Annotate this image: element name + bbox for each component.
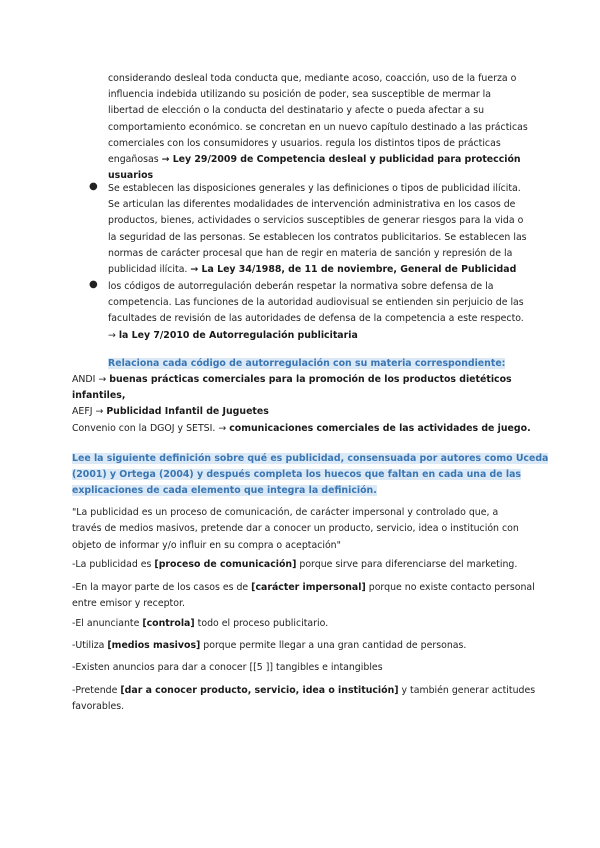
item-medios: -Utiliza [medios masivos] porque permite llegar a una gran cantidad de personas. <box>72 640 467 651</box>
text-line: comportamiento económico. se concretan en un nuevo capítulo destinado a las prácticas <box>108 121 528 133</box>
text-line: entre emisor y receptor. <box>72 598 185 610</box>
item-controla: -El anunciante [controla] todo el proceso publicitario. <box>72 618 329 629</box>
bullet-icon: ● <box>89 279 98 290</box>
text-line: Se articulan las diferentes modalidades de intervención administrativa en los casos de <box>108 199 516 211</box>
item-proceso: -La publicidad es [proceso de comunicación] porque sirve para diferenciarse del marketing. <box>72 559 518 570</box>
text-line: la seguridad de las personas. Se establecen los contratos publicitarios. Se establecen las <box>108 231 527 243</box>
text-line: "La publicidad es un proceso de comunicación, de carácter impersonal y controlado que, a <box>72 507 499 518</box>
relaciona-heading: Relaciona cada código de autorregulación con su materia correspondiente: <box>108 358 506 369</box>
text-line: libertad de elección o la conducta del destinatario y afecte o pueda afectar a su <box>108 105 485 117</box>
text-line: productos, bienes, actividades o servicios susceptibles de generar riesgos para la vida o <box>108 215 524 227</box>
instruction-line: (2001) y Ortega (2004) y después completa los huecos que faltan en cada una de las <box>72 469 521 481</box>
bullet-icon: ● <box>89 181 98 192</box>
ley-34-1988-bullet <box>108 181 528 278</box>
relaciona-heading-block <box>108 356 528 372</box>
instruction-line: explicaciones de cada elemento que integra la definición. <box>72 485 377 497</box>
text-line: Convenio con la DGOJ y SETSI. → comunicaciones comerciales de las actividades de juego. <box>72 422 531 434</box>
instruction-line: Lee la siguiente definición sobre qué es publicidad, consensuada por autores como Uceda <box>72 453 549 464</box>
text-line: usuarios <box>108 170 154 182</box>
text-line: ANDI → buenas prácticas comerciales para la promoción de los productos dietéticos <box>72 374 512 385</box>
text-line: objeto de informar y/o influir en su compra o aceptación" <box>72 539 341 551</box>
text-line: favorables. <box>72 701 125 713</box>
item-anuncios <box>72 660 532 676</box>
item-pretende: -Pretende [dar a conocer producto, servicio, idea o institución] y también generar actitudes favorables. <box>72 683 532 716</box>
text-line: engañosas → Ley 29/2009 de Competencia desleal y publicidad para protección <box>108 154 521 166</box>
text-line: través de medios masivos, pretende dar a conocer un producto, servicio, idea o institución con <box>72 523 519 535</box>
definicion-quote <box>72 505 532 554</box>
relaciona-answers <box>72 372 532 437</box>
text-line: normas de carácter procesal que han de regir en materia de sanción y represión de la <box>108 247 513 259</box>
ley-7-2010-bullet <box>108 279 528 344</box>
text-line: infantiles, <box>72 390 126 402</box>
text-line: facultades de revisión de las autoridades de defensa de la competencia a este respecto. <box>108 313 524 325</box>
text-line: competencia. Las funciones de la autoridad audiovisual se entienden sin perjuicio de las <box>108 297 524 309</box>
text-line: comerciales con los consumidores y usuarios. regula los distintos tipos de prácticas <box>108 137 501 149</box>
text-line: considerando desleal toda conducta que, mediante acoso, coacción, uso de la fuerza o <box>108 73 517 84</box>
item-impersonal: -En la mayor parte de los casos es de [carácter impersonal] porque no existe contacto personal entre emisor y receptor. <box>72 580 532 613</box>
text-line: → la Ley 7/2010 de Autorregulación publicitaria <box>108 329 358 341</box>
text-line: los códigos de autorregulación deberán respetar la normativa sobre defensa de la <box>108 281 494 292</box>
text-line: publicidad ilícita. → La Ley 34/1988, de 11 de noviembre, General de Publicidad <box>108 264 517 276</box>
text-line: Se establecen las disposiciones generales y las definiciones o tipos de publicidad ilícita. <box>108 183 521 194</box>
text-line: influencia indebida utilizando su posición de poder, sea susceptible de mermar la <box>108 89 492 101</box>
definicion-instruction <box>72 451 549 500</box>
ley-29-2009-paragraph <box>108 71 528 184</box>
text-line: AEFJ → Publicidad Infantil de Juguetes <box>72 406 269 418</box>
text-line: -Existen anuncios para dar a conocer [[5 ]] tangibles e intangibles <box>72 662 383 673</box>
